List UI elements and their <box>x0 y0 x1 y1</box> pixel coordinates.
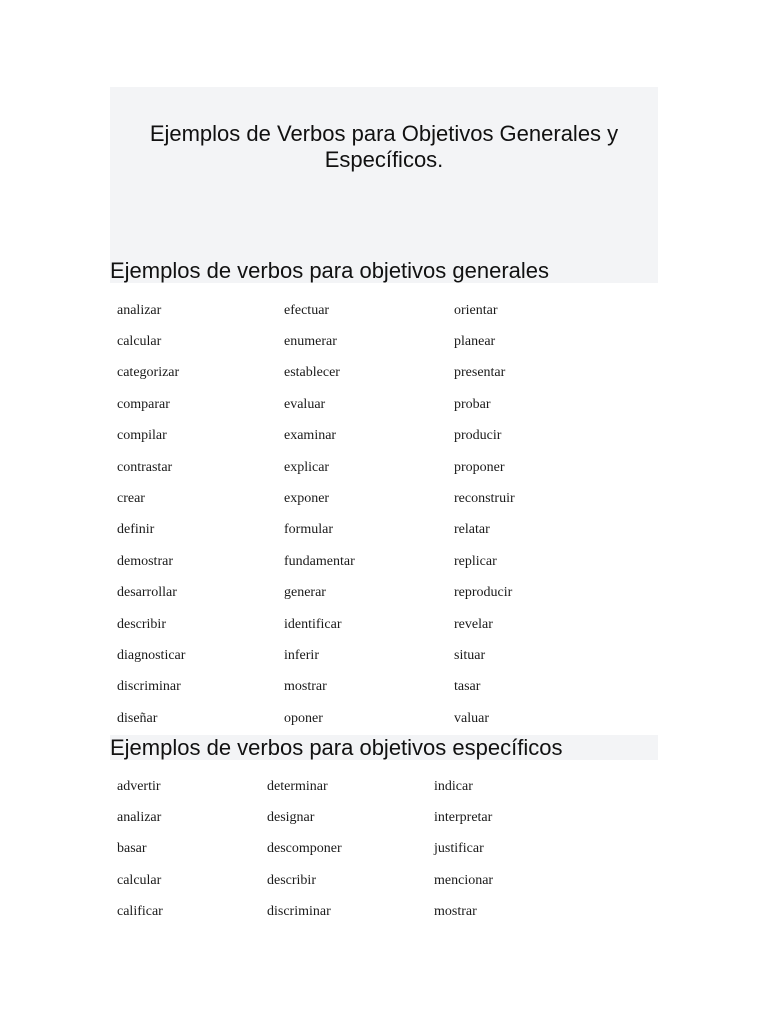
specific-verbs-table <box>110 771 644 928</box>
verb-cell: relatar <box>454 522 490 538</box>
verb-cell: categorizar <box>117 365 180 381</box>
verb-cell: interpretar <box>434 810 493 826</box>
verb-cell: revelar <box>454 616 493 632</box>
verb-cell: replicar <box>454 553 497 569</box>
general-verbs-body <box>110 295 649 734</box>
verb-cell: definir <box>117 522 155 538</box>
table-row <box>110 389 649 420</box>
table-row <box>110 865 644 896</box>
verb-cell: describir <box>117 616 166 632</box>
verb-cell: descomponer <box>267 841 342 857</box>
verb-cell: analizar <box>117 302 162 318</box>
verb-cell: fundamentar <box>284 553 355 569</box>
verb-cell: explicar <box>284 459 330 475</box>
table-row <box>110 834 644 865</box>
verb-cell: formular <box>284 522 333 538</box>
general-objectives-heading: Ejemplos de verbos para objetivos generales <box>110 258 550 283</box>
title-block <box>110 87 658 283</box>
verb-cell: calificar <box>117 904 163 920</box>
verb-cell: determinar <box>267 778 328 794</box>
verb-cell: diseñar <box>117 710 158 726</box>
verb-cell: basar <box>117 841 147 857</box>
verb-cell: mostrar <box>434 904 477 920</box>
table-row <box>110 640 649 671</box>
verb-cell: generar <box>284 585 326 601</box>
verb-cell: oponer <box>284 710 323 726</box>
table-row <box>110 546 649 577</box>
table-row <box>110 802 644 833</box>
verb-cell: mostrar <box>284 679 327 695</box>
table-row <box>110 326 649 357</box>
verb-cell: proponer <box>454 459 505 475</box>
verb-cell: presentar <box>454 365 506 381</box>
verb-cell: examinar <box>284 428 337 444</box>
verb-cell: discriminar <box>267 904 331 920</box>
verb-cell: enumerar <box>284 334 337 350</box>
table-row <box>110 578 649 609</box>
verb-cell: evaluar <box>284 396 326 412</box>
verb-cell: inferir <box>284 647 319 663</box>
verb-cell: designar <box>267 810 315 826</box>
verb-cell: mencionar <box>434 872 494 888</box>
table-row <box>110 358 649 389</box>
verb-cell: reproducir <box>454 585 513 601</box>
verb-cell: tasar <box>454 679 481 695</box>
verb-cell: diagnosticar <box>117 647 186 663</box>
table-row <box>110 452 649 483</box>
verb-cell: efectuar <box>284 302 330 318</box>
verb-cell: reconstruir <box>454 491 515 507</box>
verb-cell: advertir <box>117 778 161 794</box>
table-row <box>110 771 644 802</box>
verb-cell: planear <box>454 334 496 350</box>
verb-cell: compilar <box>117 428 167 444</box>
table-row <box>110 609 649 640</box>
verb-cell: situar <box>454 647 486 663</box>
verb-cell: indicar <box>434 778 473 794</box>
table-row <box>110 672 649 703</box>
verb-cell: discriminar <box>117 679 181 695</box>
verb-cell: desarrollar <box>117 585 177 601</box>
table-row <box>110 421 649 452</box>
verb-cell: describir <box>267 872 316 888</box>
table-row <box>110 515 649 546</box>
verb-cell: contrastar <box>117 459 173 475</box>
verb-cell: analizar <box>117 810 162 826</box>
verb-cell: valuar <box>454 710 489 726</box>
verb-cell: calcular <box>117 872 162 888</box>
verb-cell: demostrar <box>117 553 173 569</box>
table-row <box>110 483 649 514</box>
verb-cell: comparar <box>117 396 170 412</box>
verb-cell: calcular <box>117 334 162 350</box>
table-row <box>110 703 649 734</box>
table-row <box>110 295 649 326</box>
verb-cell: crear <box>117 491 145 507</box>
verb-cell: orientar <box>454 302 498 318</box>
table-row <box>110 897 644 928</box>
verb-cell: establecer <box>284 365 340 381</box>
specific-objectives-heading: Ejemplos de verbos para objetivos específicos <box>110 735 658 760</box>
verb-cell: exponer <box>284 491 330 507</box>
document-title: Ejemplos de Verbos para Objetivos Generales y Específicos. <box>149 121 619 172</box>
general-verbs-table <box>110 295 649 734</box>
verb-cell: identificar <box>284 616 342 632</box>
verb-cell: justificar <box>434 841 484 857</box>
verb-cell: producir <box>454 428 502 444</box>
specific-verbs-body <box>110 771 644 928</box>
verb-cell: probar <box>454 396 491 412</box>
